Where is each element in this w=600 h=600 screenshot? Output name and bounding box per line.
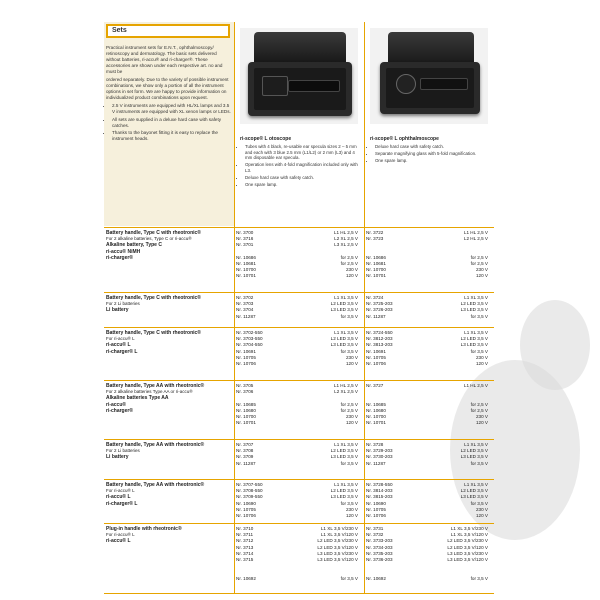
specification: L1 XL 3,5 V/230 V [320, 526, 358, 531]
list-item: • Deluxe hard case with safety catch. [245, 175, 360, 181]
specification: for 2,5 V [470, 401, 488, 407]
specification: L2 XL 2,5 V [334, 236, 358, 242]
row-label-line: ri-accu® L [106, 538, 131, 545]
specification: for 2,5 V [340, 401, 358, 407]
specification: for 3,5 V [470, 575, 488, 581]
order-numbers-ophthalmoscope [366, 482, 490, 519]
specification: L3 LED 3,5 V [330, 342, 358, 348]
table-row [104, 380, 494, 440]
order-line [366, 576, 490, 582]
row-label [106, 482, 234, 507]
case [380, 62, 480, 114]
article-number: Nr. 3706 [236, 389, 254, 395]
specification: 230 V [345, 267, 358, 273]
specification: L2 LED 3,5 V [460, 336, 488, 342]
specification: L2 LED 3,5 V/120 V [317, 544, 358, 550]
specification: 120 V [475, 273, 488, 279]
product-title: ri-scope® L otoscope [240, 136, 292, 142]
order-numbers-otoscope [236, 482, 360, 519]
row-label-line: ri-accu® NiMH [106, 248, 141, 255]
specification: L1 XL 3,5 V/120 V [320, 532, 358, 538]
article-number: Nr. 10701 [366, 420, 386, 426]
order-line [366, 314, 490, 320]
specification: 120 V [475, 420, 488, 426]
article-number: Nr. 10691 [236, 348, 256, 354]
product-title: ri-scope® L ophthalmoscope [370, 136, 439, 142]
specification: L3 LED 3,5 V [330, 307, 358, 313]
list-item: • One spare lamp. [245, 182, 360, 188]
specification: 120 V [475, 360, 488, 366]
specification: for 3,5 V [340, 348, 358, 354]
specification: L3 LED 3,5 V [460, 307, 488, 313]
article-number: Nr. 3730-203 [366, 454, 393, 460]
order-numbers-otoscope [236, 442, 360, 467]
article-number: Nr. 3714 [236, 550, 254, 556]
list-item: • Separate magnifying glass with 5-fold magnification. [375, 151, 490, 157]
article-number: Nr. 10700 [236, 267, 256, 273]
order-line [236, 513, 360, 519]
article-number: Nr. 3711 [236, 532, 254, 538]
ophthalmoscope-set-image [370, 28, 488, 124]
specification: L2 LED 3,5 V [330, 301, 358, 307]
row-label-line: For ri-accu® L [106, 532, 135, 538]
specification: for 2,5 V [470, 260, 488, 266]
specification: L1 HL 2,5 V [333, 230, 358, 235]
row-label [106, 295, 234, 314]
article-number: Nr. 3724 [366, 295, 384, 300]
article-number: Nr. 10705 [236, 506, 256, 512]
list-item: • Deluxe hard case with safety catch. [375, 144, 490, 150]
row-label-line: For 2 alkaline batteries, Type C or ri-accu® [106, 236, 192, 242]
article-number: Nr. 3709 [236, 454, 254, 460]
article-number: Nr. 10685 [366, 401, 386, 407]
row-label-line: Battery handle, Type AA with rheotronic® [106, 482, 205, 488]
specification: L1 XL 3,5 V [334, 482, 358, 487]
article-number: Nr. 10680 [366, 407, 386, 413]
article-number: Nr. 3707-550 [236, 482, 263, 487]
specification: 230 V [345, 354, 358, 360]
specification: L1 XL 3,5 V [334, 330, 358, 335]
order-numbers-ophthalmoscope [366, 383, 490, 426]
article-number: Nr. 3704 [236, 307, 254, 313]
specification: L3 LED 3,5 V [460, 494, 488, 500]
case [248, 62, 352, 116]
specification: L2 LED 3,5 V/230 V [317, 538, 358, 544]
specification: 120 V [345, 360, 358, 366]
specification: L1 XL 3,5 V [464, 330, 488, 335]
row-label [106, 442, 234, 461]
article-number: Nr. 3716 [236, 236, 254, 242]
table-row [104, 292, 494, 328]
table-row [104, 523, 494, 594]
article-number: Nr. 10690 [366, 500, 386, 506]
order-line [236, 314, 360, 320]
article-number: Nr. 10690 [236, 500, 256, 506]
article-number: Nr. 3728-550 [366, 482, 393, 487]
row-label-line: ri-charger® [106, 254, 134, 261]
row-label-line: ri-accu® L [106, 342, 131, 349]
order-numbers-otoscope [236, 230, 360, 280]
specification: L2 LED 3,5 V/120 V [447, 544, 488, 550]
article-number: Nr. 3723 [366, 236, 384, 242]
specification: L1 XL 3,5 V [334, 295, 358, 300]
row-label-line: Battery handle, Type C with rheotronic® [106, 330, 201, 336]
article-number: Nr. 3729-203 [366, 448, 393, 454]
specification: L1 XL 3,5 V [464, 295, 488, 300]
specification: 230 V [475, 413, 488, 419]
specification: 120 V [345, 273, 358, 279]
row-label-line: For ri-accu® L [106, 336, 135, 342]
row-label-line: ri-charger® L [106, 348, 138, 355]
article-number: Nr. 10705 [366, 354, 386, 360]
row-label-line: ri-charger® L [106, 500, 138, 507]
list-item: • All sets are supplied in a deluxe hard case with safety catches. [112, 117, 232, 129]
specification: L1 XL 3,5 V/120 V [450, 532, 488, 538]
row-label-line: Li battery [106, 454, 129, 461]
article-number: Nr. 3713 [236, 544, 254, 550]
order-numbers-otoscope [236, 526, 360, 582]
row-label-line: Battery handle, Type C with rheotronic® [106, 295, 201, 301]
row-label-line: ri-accu® [106, 401, 127, 408]
article-number: Nr. 3707 [236, 442, 254, 447]
article-number: Nr. 3702 [236, 295, 254, 300]
specification: L1 HL 2,5 V [463, 230, 488, 235]
list-item: • Tubes with 4 black, re-usable ear specula sizes 2 – 5 mm and each with 3 blue 2.5 mm (L1/L2) or 2 mm (L3) and 4 mm disposable ear specula. [245, 144, 360, 161]
article-number: Nr. 10706 [366, 360, 386, 366]
article-number: Nr. 11287 [366, 460, 386, 466]
specification: L3 LED 3,5 V [330, 454, 358, 460]
row-label-line: Battery handle, Type AA with rheotronic® [106, 442, 205, 448]
list-item: • Thanks to the bayonet fitting it is easy to replace the instrument heads. [112, 130, 232, 142]
specification: for 2,5 V [340, 407, 358, 413]
order-line [366, 513, 490, 519]
article-number: Nr. 3814-203 [366, 488, 393, 494]
article-number: Nr. 10701 [236, 273, 256, 279]
article-number: Nr. 10700 [366, 267, 386, 273]
article-number: Nr. 3731 [366, 526, 384, 531]
article-number: Nr. 3732 [366, 532, 384, 538]
specification: 120 V [345, 420, 358, 426]
row-label [106, 230, 234, 261]
case-lid [254, 32, 346, 66]
article-number: Nr. 10692 [366, 575, 386, 581]
specification: 120 V [475, 512, 488, 518]
intro-bullets [106, 103, 232, 142]
specification: L1 XL 3,5 V [334, 442, 358, 447]
table-bottom-rule [104, 593, 494, 594]
specification: for 3,5 V [340, 460, 358, 466]
row-label-line: For 2 Li batteries [106, 448, 140, 454]
article-number: Nr. 3815-203 [366, 494, 393, 500]
article-number: Nr. 3733-203 [366, 538, 393, 544]
specification: L2 LED 3,5 V/230 V [447, 538, 488, 544]
order-numbers-otoscope [236, 330, 360, 367]
table-row [104, 479, 494, 524]
specification: L1 XL 3,5 V [464, 442, 488, 447]
article-number: Nr. 10706 [236, 360, 256, 366]
row-label-line: For 2 alkaline batteries Type AA or ri-accu® [106, 389, 193, 395]
article-number: Nr. 3700 [236, 230, 254, 235]
article-number: Nr. 3725-203 [366, 301, 393, 307]
row-label-line: ri-charger® [106, 407, 134, 414]
order-line [236, 420, 360, 426]
table-row [104, 227, 494, 293]
article-number: Nr. 3722 [366, 230, 384, 235]
article-number: Nr. 3728 [366, 442, 384, 447]
intro-paragraph: ordered separately. Due to the variety of possible instrument combinations, we show only a portion of all the instrument options in set form. We are happy to provide information on individualized product combinations upon request. [106, 77, 229, 100]
specification: L1 XL 3,5 V/230 V [450, 526, 488, 531]
specification: 230 V [475, 354, 488, 360]
order-line [366, 461, 490, 467]
specification: for 3,5 V [340, 313, 358, 319]
specification: for 2,5 V [470, 407, 488, 413]
article-number: Nr. 3724-550 [366, 330, 393, 335]
specification: for 3,5 V [470, 348, 488, 354]
product-description [370, 144, 490, 165]
specification: L3 LED 3,5 V/230 V [447, 550, 488, 556]
specification: for 3,5 V [470, 460, 488, 466]
article-number: Nr. 11287 [366, 313, 386, 319]
section-title: Sets [106, 24, 230, 38]
specification: L3 LED 3,5 V [460, 342, 488, 348]
article-number: Nr. 11287 [236, 313, 256, 319]
row-label [106, 383, 234, 414]
row-label [106, 330, 234, 355]
specification: for 3,5 V [470, 500, 488, 506]
article-number: Nr. 3734-203 [366, 544, 393, 550]
article-number: Nr. 3705 [236, 383, 254, 388]
article-number: Nr. 3735-203 [366, 550, 393, 556]
specification: 120 V [345, 512, 358, 518]
product-description [240, 144, 360, 189]
article-number: Nr. 10681 [236, 260, 256, 266]
specification: L2 LED 3,5 V [330, 336, 358, 342]
article-number: Nr. 11287 [236, 460, 256, 466]
order-line [236, 361, 360, 367]
specification: for 2,5 V [340, 254, 358, 260]
row-label-line: ri-accu® L [106, 494, 131, 501]
specification: for 3,5 V [340, 575, 358, 581]
article-number: Nr. 10706 [236, 512, 256, 518]
article-number: Nr. 3812-203 [366, 336, 393, 342]
product-ophthalmoscope [366, 22, 492, 226]
specification: 230 V [345, 413, 358, 419]
order-line [236, 273, 360, 279]
row-label [106, 526, 234, 545]
row-label-line: For ri-accu® L [106, 488, 135, 494]
order-line [366, 273, 490, 279]
specification: L3 LED 3,5 V/120 V [317, 556, 358, 562]
article-number: Nr. 3708 [236, 448, 254, 454]
specification: L3 LED 3,5 V [460, 454, 488, 460]
article-number: Nr. 10686 [366, 254, 386, 260]
article-number: Nr. 10701 [366, 273, 386, 279]
table-row [104, 439, 494, 480]
article-number: Nr. 10700 [236, 413, 256, 419]
article-number: Nr. 3715 [236, 556, 254, 562]
specification: for 2,5 V [340, 260, 358, 266]
order-line [366, 420, 490, 426]
intro-text [106, 45, 232, 144]
row-label-line: Li battery [106, 307, 129, 314]
order-numbers-ophthalmoscope [366, 526, 490, 582]
article-number: Nr. 10705 [366, 506, 386, 512]
specification: L3 LED 3,5 V/120 V [447, 556, 488, 562]
order-line [236, 576, 360, 582]
article-number: Nr. 3710 [236, 526, 254, 531]
article-number: Nr. 3703-550 [236, 336, 263, 342]
specification: L2 LED 3,5 V [330, 448, 358, 454]
order-numbers-ophthalmoscope [366, 230, 490, 280]
article-number: Nr. 3701 [236, 242, 254, 248]
order-numbers-ophthalmoscope [366, 330, 490, 367]
row-label-line: Alkaline battery, Type C [106, 242, 162, 249]
specification: for 2,5 V [470, 254, 488, 260]
article-number: Nr. 10681 [366, 260, 386, 266]
specification: L1 HL 2,5 V [463, 383, 488, 388]
specification: 230 V [345, 506, 358, 512]
row-label-line: For 2 Li batteries [106, 301, 140, 307]
order-numbers-otoscope [236, 383, 360, 426]
article-number: Nr. 10706 [366, 512, 386, 518]
table-row [104, 327, 494, 381]
row-label-line: Plug-in handle with rheotronic® [106, 526, 182, 532]
article-number: Nr. 10680 [236, 407, 256, 413]
article-number: Nr. 3726-203 [366, 307, 393, 313]
background-blotch [520, 300, 590, 390]
article-number: Nr. 3712 [236, 538, 254, 544]
specification: L3 LED 3,5 V/230 V [317, 550, 358, 556]
specification: L2 LED 3,5 V [460, 488, 488, 494]
row-label-line: Battery handle, Type C with rheotronic® [106, 230, 201, 236]
article-number: Nr. 3727 [366, 383, 384, 388]
article-number: Nr. 10705 [236, 354, 256, 360]
article-number: Nr. 3813-203 [366, 342, 393, 348]
specification: L3 LED 3,5 V [330, 494, 358, 500]
specification: L2 XL 2,5 V [334, 389, 358, 395]
article-number: Nr. 10691 [366, 348, 386, 354]
list-item: • 2.5 V instruments are equipped with HL/XL lamps and 3.5 V instruments are equipped with XL xenon lamps or LEDs. [112, 103, 232, 115]
article-number: Nr. 3702-550 [236, 330, 263, 335]
specification: L2 HL 2,5 V [463, 236, 488, 242]
article-number: Nr. 10686 [236, 254, 256, 260]
article-number: Nr. 10685 [236, 401, 256, 407]
order-numbers-otoscope [236, 295, 360, 320]
specification: L1 XL 3,5 V [464, 482, 488, 487]
specification: L1 HL 2,5 V [333, 383, 358, 388]
order-numbers-ophthalmoscope [366, 442, 490, 467]
specification: 230 V [475, 506, 488, 512]
intro-paragraph: Practical instrument sets for E.N.T., ophthalmoscopy/ retinoscopy and dermatology. The basic sets delivered without batteries, ri-accu® and ri-charger®. These accessories are shown under each respective art. no and must be [106, 45, 223, 74]
specification: 230 V [475, 267, 488, 273]
article-number: Nr. 10692 [236, 575, 256, 581]
article-number: Nr. 3708-550 [236, 488, 263, 494]
article-number: Nr. 3736-203 [366, 556, 393, 562]
article-number: Nr. 10701 [236, 420, 256, 426]
specification: L2 LED 3,5 V [330, 488, 358, 494]
otoscope-set-image [240, 28, 358, 124]
list-item: • One spare lamp. [375, 158, 490, 164]
order-line [236, 461, 360, 467]
article-number: Nr. 3709-550 [236, 494, 263, 500]
row-label-line: Battery handle, Type AA with rheotronic® [106, 383, 205, 389]
specification: for 3,5 V [340, 500, 358, 506]
specification: L2 LED 3,5 V [460, 301, 488, 307]
specification: L2 LED 3,5 V [460, 448, 488, 454]
row-label-line: Alkaline batteries Type AA [106, 395, 169, 402]
product-otoscope [236, 22, 362, 226]
article-number: Nr. 3704-550 [236, 342, 263, 348]
article-number: Nr. 3703 [236, 301, 254, 307]
order-line [366, 361, 490, 367]
article-number: Nr. 10700 [366, 413, 386, 419]
specification: L3 XL 2,5 V [334, 242, 358, 248]
order-numbers-ophthalmoscope [366, 295, 490, 320]
list-item: • Operation lens with 4-fold magnification included only with L3. [245, 162, 360, 173]
specification: for 3,5 V [470, 313, 488, 319]
